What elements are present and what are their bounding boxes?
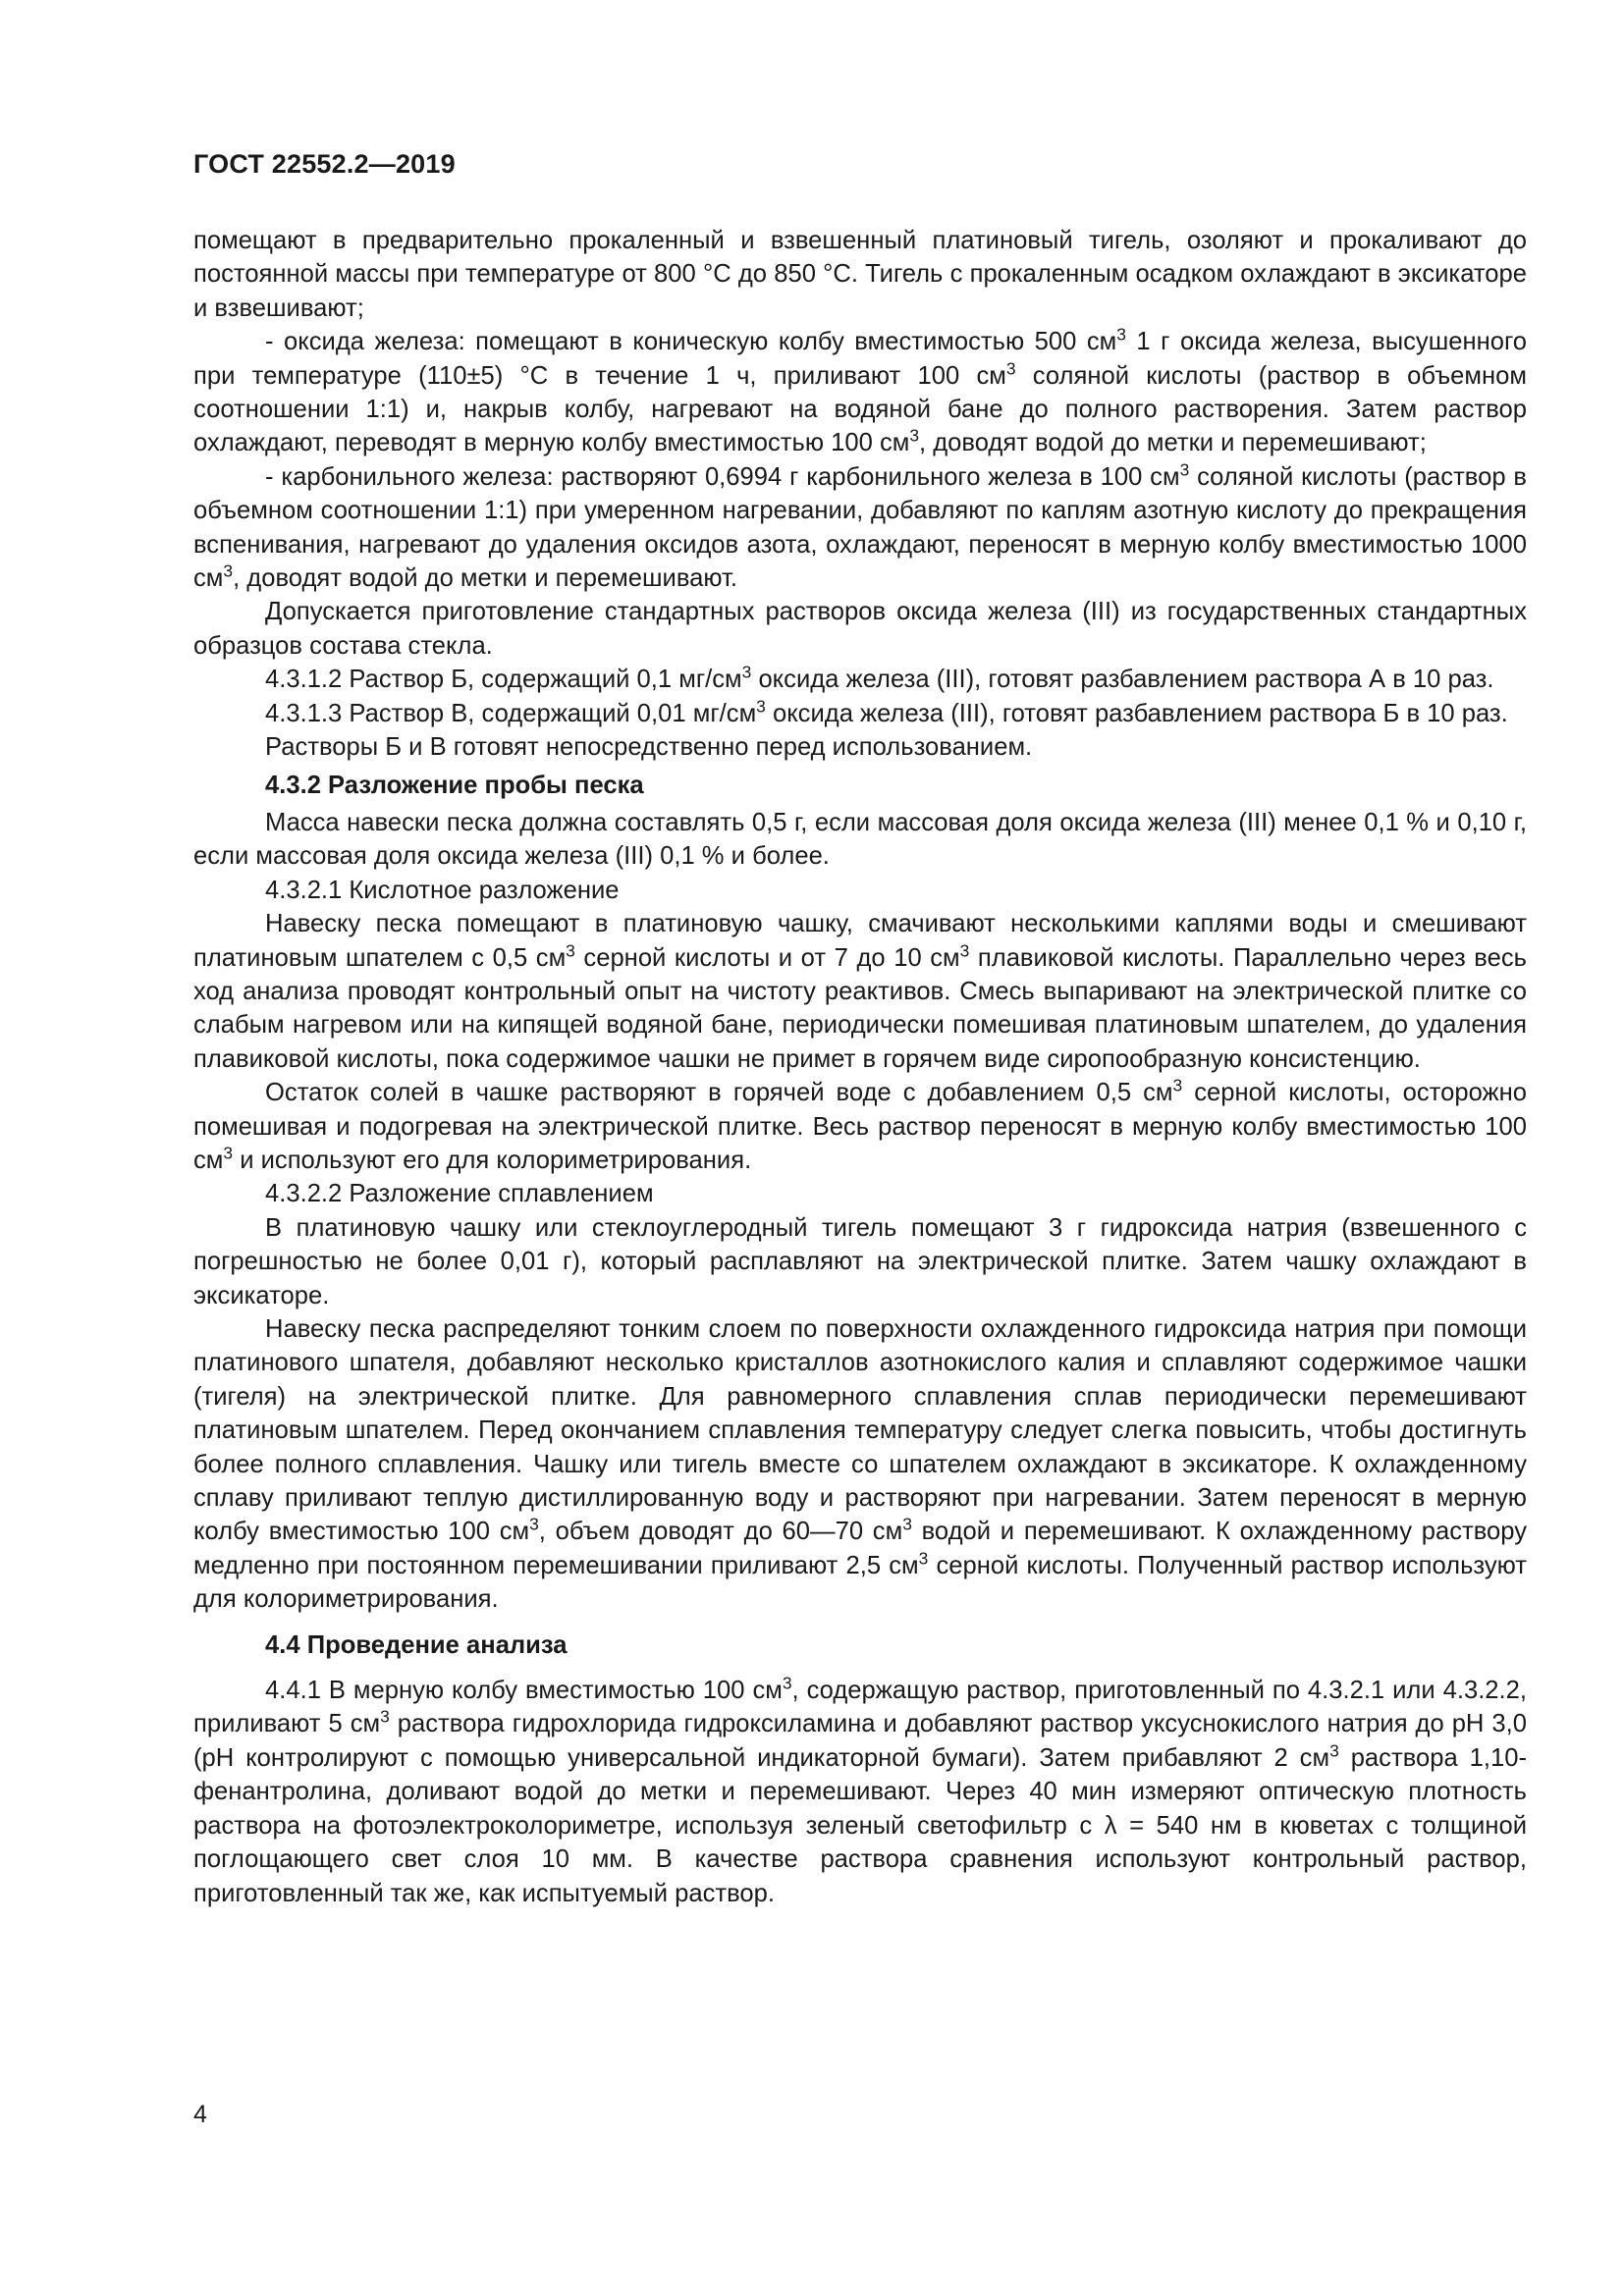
- text-run: 4.4 Проведение анализа: [265, 1630, 568, 1659]
- superscript: 3: [223, 1143, 234, 1163]
- text-run: , содержащую раствор, приготовленный по 4.3.2.1 или 4.3.2.2, приливают 5 см: [193, 1677, 1527, 1738]
- paragraph: [193, 325, 1527, 460]
- superscript: 3: [959, 939, 970, 960]
- text-run: серной кислоты, осторожно помешивая и подогревая на электрической плитке. Весь раствор переносят в мерную колбу вместимостью 100 см: [193, 1079, 1528, 1174]
- text-run: серной кислоты. Полученный раствор используют для колориметрирования.: [193, 1551, 1527, 1614]
- text-run: 4.3.2.2 Разложение сплавлением: [265, 1180, 654, 1208]
- superscript: 3: [1172, 1075, 1183, 1095]
- superscript: 3: [1179, 459, 1190, 480]
- text-run: - оксида железа: помещают в коническую колбу вместимостью 500 см: [265, 328, 1117, 356]
- text-run: серной кислоты и от 7 до 10 см: [574, 943, 960, 972]
- paragraph: [193, 874, 1527, 907]
- paragraph: [193, 907, 1527, 1076]
- text-run: водой и перемешивают. К охлажденному раствору медленно при постоянном перемешивании приливают 2,5 см: [193, 1518, 1527, 1579]
- superscript: 3: [782, 1673, 792, 1693]
- text-run: плавиковой кислоты. Параллельно через весь ход анализа проводят контрольный опыт на чистоту реактивов. Смесь выпаривают на электрической плитке со слабым нагревом или на кипящей водяной бане, периодически помешивая платиновым шпателем, до удаления плавиковой кислоты, пока содержимое чашки не примет в горячем виде сиропообразную консистенцию.: [193, 943, 1527, 1073]
- text-run: Масса навески песка должна составлять 0,5 г, если массовая доля оксида железа (III) менее 0,1 % и 0,10 г, если массовая доля оксида железа (III) 0,1 % и более.: [193, 808, 1527, 871]
- text-run: Навеску песка помещают в платиновую чашку, смачивают несколькими каплями воды и смешивают платиновым шпателем с 0,5 см: [193, 910, 1527, 972]
- text-run: , объем доводят до 60—70 см: [538, 1518, 903, 1546]
- superscript: 3: [380, 1706, 390, 1727]
- paragraph: [193, 595, 1527, 663]
- superscript: 3: [902, 1514, 912, 1534]
- text-run: , доводят водой до метки и перемешивают;: [919, 429, 1427, 457]
- text-run: 4.3.2.1 Кислотное разложение: [265, 876, 620, 904]
- superscript: 3: [741, 662, 752, 682]
- section-heading: [193, 769, 1527, 802]
- superscript: 3: [566, 939, 575, 960]
- paragraph: [193, 663, 1527, 696]
- paragraph: [193, 1211, 1527, 1312]
- text-run: оксида железа (III), готовят разбавлением раствора А в 10 раз.: [751, 666, 1494, 694]
- paragraph: [193, 697, 1527, 730]
- section-heading: [193, 1629, 1527, 1662]
- superscript: 3: [756, 696, 766, 717]
- paragraph: [193, 1076, 1527, 1177]
- superscript: 3: [1329, 1740, 1339, 1761]
- paragraph: [193, 1674, 1527, 1910]
- text-run: соляной кислоты (раствор в объемном соотношении 1:1) и, накрыв колбу, нагревают на водяной бане до полного растворения. Затем раствор охлаждают, переводят в мерную колбу вместимостью 100 см: [193, 361, 1527, 457]
- text-run: помещают в предварительно прокаленный и взвешенный платиновый тигель, озоляют и прокаливают до постоянной массы при температуре от 800 °С до 850 °С. Тигель с прокаленным осадком охлаждают в эксикаторе и взвешивают;: [193, 227, 1527, 322]
- text-run: , доводят водой до метки и перемешивают.: [233, 564, 738, 593]
- paragraph: [193, 224, 1527, 325]
- text-run: соляной кислоты (раствор в объемном соотношении 1:1) при умеренном нагревании, добавляют по каплям азотную кислоту до прекращения вспенивания, нагревают до удаления оксидов азота, охлаждают, переносят в мерную колбу вместимостью 1000 см: [193, 462, 1528, 593]
- superscript: 3: [223, 561, 234, 581]
- superscript: 3: [1116, 324, 1126, 345]
- text-run: раствора гидрохлорида гидроксиламина и добавляют раствор уксуснокислого натрия до рН 3,0 (рН контролируют с помощью универсальной индикаторной бумаги). Затем прибавляют 2 см: [193, 1710, 1527, 1772]
- text-run: 4.3.1.3 Раствор В, содержащий 0,01 мг/см: [265, 699, 757, 727]
- document-code-header: ГОСТ 22552.2—2019: [193, 149, 456, 179]
- text-run: раствора 1,10-фенантролина, доливают водой до метки и перемешивают. Через 40 мин измеряют оптическую плотность раствора на фотоэлектроколориметре, используя зеленый светофильтр с λ = 540 нм в кюветах с толщиной поглощающего свет слоя 10 мм. В качестве раствора сравнения используют контрольный раствор, приготовленный так же, как испытуемый раствор.: [193, 1743, 1527, 1907]
- superscript: 3: [529, 1514, 539, 1534]
- text-run: Растворы Б и В готовят непосредственно перед использованием.: [265, 733, 1033, 762]
- document-body: [193, 224, 1527, 1910]
- paragraph: [193, 1312, 1527, 1617]
- text-run: Навеску песка распределяют тонким слоем по поверхности охлажденного гидроксида натрия при помощи платинового шпателя, добавляют несколько кристаллов азотнокислого калия и сплавляют содержимое чашки (тигеля) на электрической плитке. Для равномерного сплавления сплав периодически перемешивают платиновым шпателем. Перед окончанием сплавления температуру следует слегка повысить, чтобы достигнуть более полного сплавления. Чашку или тигель вместе со шпателем охлаждают в эксикаторе. К охлажденному сплаву приливают теплую дистиллированную воду и растворяют при нагревании. Затем переносят в мерную колбу вместимостью 100 см: [193, 1315, 1527, 1546]
- text-run: 4.3.1.2 Раствор Б, содержащий 0,1 мг/см: [265, 666, 742, 694]
- text-run: 1 г оксида железа, высушенного при температуре (110±5) °С в течение 1 ч, приливают 100 см: [193, 328, 1527, 390]
- text-run: Остаток солей в чашке растворяют в горячей воде с добавлением 0,5 см: [265, 1079, 1173, 1107]
- page-number: 4: [193, 2101, 207, 2128]
- superscript: 3: [918, 1548, 929, 1569]
- paragraph: [193, 730, 1527, 764]
- paragraph: [193, 806, 1527, 874]
- text-run: В платиновую чашку или стеклоуглеродный тигель помещают 3 г гидроксида натрия (взвешенного с погрешностью не более 0,01 г), который расплавляют на электрической плитке. Затем чашку охлаждают в эксикаторе.: [193, 1213, 1527, 1309]
- text-run: оксида железа (III), готовят разбавлением раствора Б в 10 раз.: [765, 699, 1508, 727]
- text-run: - карбонильного железа: растворяют 0,6994 г карбонильного железа в 100 см: [265, 462, 1180, 491]
- paragraph: [193, 1177, 1527, 1210]
- superscript: 3: [909, 425, 920, 446]
- paragraph: [193, 460, 1527, 596]
- text-run: Допускается приготовление стандартных растворов оксида железа (III) из государственных стандартных образцов состава стекла.: [193, 598, 1527, 660]
- superscript: 3: [1005, 358, 1016, 379]
- text-run: 4.3.2 Разложение пробы песка: [265, 771, 644, 799]
- text-run: 4.4.1 В мерную колбу вместимостью 100 см: [265, 1677, 783, 1705]
- text-run: и используют его для колориметрирования.: [233, 1146, 752, 1174]
